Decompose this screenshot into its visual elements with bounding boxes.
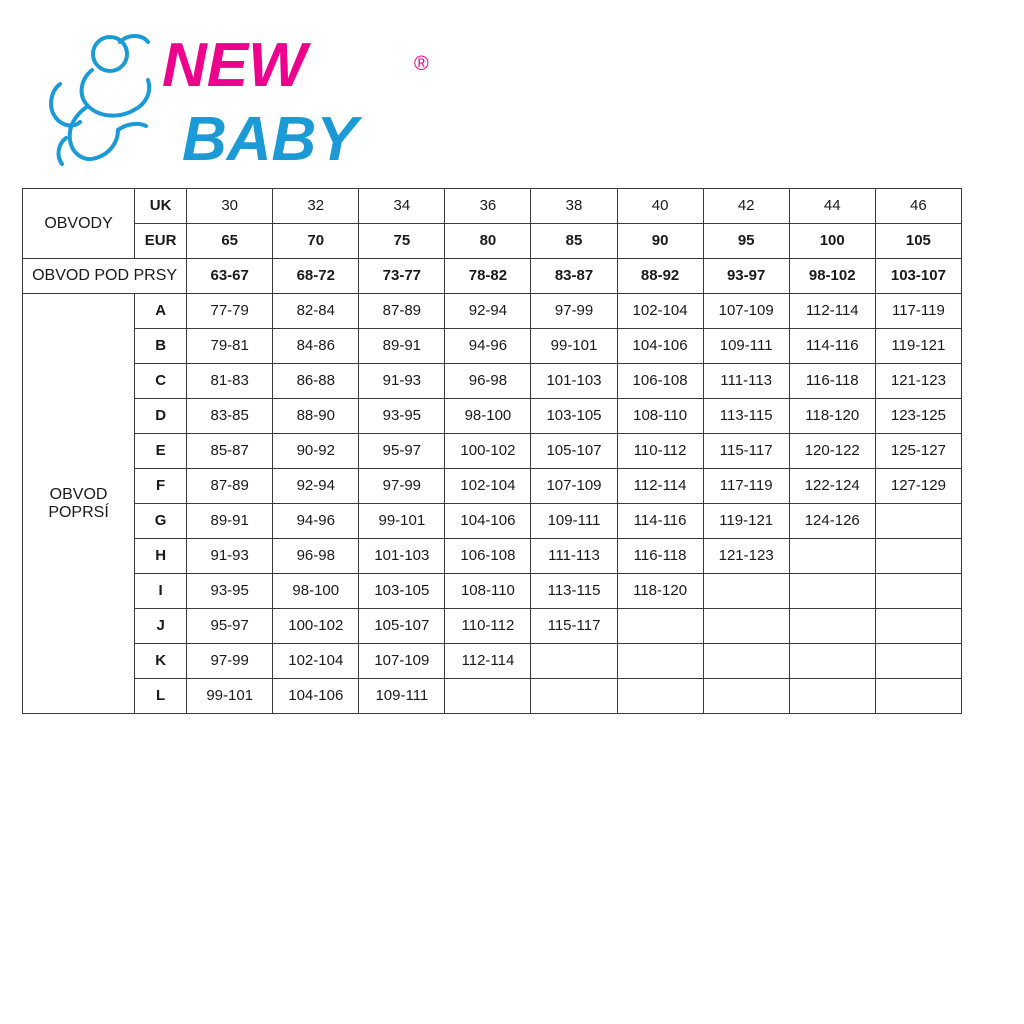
bust-value-H-5: 116-118: [617, 539, 703, 574]
bust-value-G-6: 119-121: [703, 504, 789, 539]
bust-value-F-6: 117-119: [703, 469, 789, 504]
cell-empty: [875, 574, 961, 609]
uk-size-2: 34: [359, 189, 445, 224]
bust-value-G-7: 124-126: [789, 504, 875, 539]
cup-letter-H: H: [135, 539, 187, 574]
uk-size-1: 32: [273, 189, 359, 224]
eur-size-7: 100: [789, 224, 875, 259]
bust-value-E-2: 95-97: [359, 434, 445, 469]
baby-icon: [51, 36, 149, 164]
bust-value-B-1: 84-86: [273, 329, 359, 364]
bust-value-F-4: 107-109: [531, 469, 617, 504]
table-row-eur: [23, 224, 962, 259]
bust-value-B-3: 94-96: [445, 329, 531, 364]
bust-value-C-6: 111-113: [703, 364, 789, 399]
bust-value-D-4: 103-105: [531, 399, 617, 434]
bust-value-C-3: 96-98: [445, 364, 531, 399]
table-row-cup-C: [23, 364, 962, 399]
bust-value-B-0: 79-81: [187, 329, 273, 364]
bust-value-A-4: 97-99: [531, 294, 617, 329]
bust-value-H-4: 111-113: [531, 539, 617, 574]
bust-value-B-8: 119-121: [875, 329, 961, 364]
eur-size-0: 65: [187, 224, 273, 259]
cup-letter-I: I: [135, 574, 187, 609]
bust-value-A-2: 87-89: [359, 294, 445, 329]
bust-value-K-0: 97-99: [187, 644, 273, 679]
bust-value-K-3: 112-114: [445, 644, 531, 679]
bust-value-J-2: 105-107: [359, 609, 445, 644]
bust-value-G-4: 109-111: [531, 504, 617, 539]
cup-letter-L: L: [135, 679, 187, 714]
bust-value-E-1: 90-92: [273, 434, 359, 469]
table-row-cup-J: [23, 609, 962, 644]
table-row-cup-E: [23, 434, 962, 469]
eur-size-5: 90: [617, 224, 703, 259]
cell-empty: [789, 539, 875, 574]
bust-value-A-0: 77-79: [187, 294, 273, 329]
bust-value-D-2: 93-95: [359, 399, 445, 434]
bust-value-D-7: 118-120: [789, 399, 875, 434]
bust-value-J-0: 95-97: [187, 609, 273, 644]
bust-value-E-6: 115-117: [703, 434, 789, 469]
bust-value-K-1: 102-104: [273, 644, 359, 679]
bust-value-L-0: 99-101: [187, 679, 273, 714]
bust-value-F-1: 92-94: [273, 469, 359, 504]
cup-letter-C: C: [135, 364, 187, 399]
underbust-value-8: 103-107: [875, 259, 961, 294]
label-underbust: OBVOD POD PRSY: [23, 259, 187, 294]
table-row-cup-F: [23, 469, 962, 504]
bust-value-I-0: 93-95: [187, 574, 273, 609]
bust-value-C-2: 91-93: [359, 364, 445, 399]
eur-size-6: 95: [703, 224, 789, 259]
bust-value-C-7: 116-118: [789, 364, 875, 399]
bust-value-C-0: 81-83: [187, 364, 273, 399]
underbust-value-1: 68-72: [273, 259, 359, 294]
table-row-cup-B: [23, 329, 962, 364]
uk-size-5: 40: [617, 189, 703, 224]
cell-empty: [531, 644, 617, 679]
bust-value-C-1: 86-88: [273, 364, 359, 399]
cup-letter-F: F: [135, 469, 187, 504]
bust-value-H-0: 91-93: [187, 539, 273, 574]
cell-empty: [789, 679, 875, 714]
cup-letter-G: G: [135, 504, 187, 539]
bust-value-I-2: 103-105: [359, 574, 445, 609]
cell-empty: [875, 679, 961, 714]
logo-word-baby: BABY: [182, 105, 358, 172]
logo-registered-mark: ®: [414, 53, 429, 75]
bust-value-D-5: 108-110: [617, 399, 703, 434]
cell-empty: [703, 679, 789, 714]
bust-value-G-0: 89-91: [187, 504, 273, 539]
bust-value-A-3: 92-94: [445, 294, 531, 329]
underbust-value-6: 93-97: [703, 259, 789, 294]
cell-empty: [445, 679, 531, 714]
bust-value-D-1: 88-90: [273, 399, 359, 434]
bust-value-F-7: 122-124: [789, 469, 875, 504]
bust-value-I-4: 113-115: [531, 574, 617, 609]
bust-value-J-1: 100-102: [273, 609, 359, 644]
table-row-uk: [23, 189, 962, 224]
bust-value-D-6: 113-115: [703, 399, 789, 434]
eur-size-1: 70: [273, 224, 359, 259]
bust-value-H-1: 96-98: [273, 539, 359, 574]
eur-size-8: 105: [875, 224, 961, 259]
uk-size-0: 30: [187, 189, 273, 224]
table-row-underbust: [23, 259, 962, 294]
bust-value-C-4: 101-103: [531, 364, 617, 399]
bust-value-L-1: 104-106: [273, 679, 359, 714]
table-row-cup-I: [23, 574, 962, 609]
bust-value-F-8: 127-129: [875, 469, 961, 504]
eur-size-3: 80: [445, 224, 531, 259]
cup-letter-A: A: [135, 294, 187, 329]
table-row-cup-H: [23, 539, 962, 574]
bust-value-A-7: 112-114: [789, 294, 875, 329]
underbust-value-4: 83-87: [531, 259, 617, 294]
bust-value-H-3: 106-108: [445, 539, 531, 574]
underbust-value-3: 78-82: [445, 259, 531, 294]
bust-value-B-6: 109-111: [703, 329, 789, 364]
cell-empty: [703, 574, 789, 609]
cell-empty: [617, 644, 703, 679]
cell-empty: [789, 609, 875, 644]
size-chart: [22, 188, 962, 714]
underbust-value-5: 88-92: [617, 259, 703, 294]
bust-value-I-1: 98-100: [273, 574, 359, 609]
cell-empty: [789, 644, 875, 679]
unit-uk: UK: [135, 189, 187, 224]
bust-value-B-5: 104-106: [617, 329, 703, 364]
cell-empty: [617, 679, 703, 714]
uk-size-7: 44: [789, 189, 875, 224]
bust-value-H-6: 121-123: [703, 539, 789, 574]
new-baby-logo: [22, 22, 442, 172]
bust-value-G-5: 114-116: [617, 504, 703, 539]
uk-size-3: 36: [445, 189, 531, 224]
bust-value-F-2: 97-99: [359, 469, 445, 504]
uk-size-6: 42: [703, 189, 789, 224]
underbust-value-0: 63-67: [187, 259, 273, 294]
label-bust: OBVOD POPRSÍ: [23, 294, 135, 714]
bust-value-E-4: 105-107: [531, 434, 617, 469]
cup-letter-E: E: [135, 434, 187, 469]
bust-value-C-8: 121-123: [875, 364, 961, 399]
table-row-cup-L: [23, 679, 962, 714]
bust-value-D-0: 83-85: [187, 399, 273, 434]
cell-empty: [703, 644, 789, 679]
bust-value-A-5: 102-104: [617, 294, 703, 329]
table-row-cup-A: [23, 294, 962, 329]
bust-value-C-5: 106-108: [617, 364, 703, 399]
cup-letter-B: B: [135, 329, 187, 364]
bust-value-E-0: 85-87: [187, 434, 273, 469]
bust-value-E-8: 125-127: [875, 434, 961, 469]
cup-letter-D: D: [135, 399, 187, 434]
logo-word-new: NEW: [162, 31, 307, 100]
cell-empty: [789, 574, 875, 609]
bust-value-L-2: 109-111: [359, 679, 445, 714]
bust-value-G-2: 99-101: [359, 504, 445, 539]
bust-value-J-3: 110-112: [445, 609, 531, 644]
bust-value-K-2: 107-109: [359, 644, 445, 679]
eur-size-4: 85: [531, 224, 617, 259]
cell-empty: [875, 609, 961, 644]
cell-empty: [617, 609, 703, 644]
bust-value-F-3: 102-104: [445, 469, 531, 504]
cell-empty: [875, 504, 961, 539]
bust-value-A-8: 117-119: [875, 294, 961, 329]
bust-value-A-1: 82-84: [273, 294, 359, 329]
label-circumference: OBVODY: [23, 189, 135, 259]
bust-value-G-1: 94-96: [273, 504, 359, 539]
bust-value-A-6: 107-109: [703, 294, 789, 329]
underbust-value-7: 98-102: [789, 259, 875, 294]
size-table: [22, 188, 962, 714]
bust-value-E-7: 120-122: [789, 434, 875, 469]
bust-value-D-3: 98-100: [445, 399, 531, 434]
cell-empty: [875, 644, 961, 679]
bust-value-G-3: 104-106: [445, 504, 531, 539]
cup-letter-K: K: [135, 644, 187, 679]
eur-size-2: 75: [359, 224, 445, 259]
bust-value-F-5: 112-114: [617, 469, 703, 504]
cell-empty: [875, 539, 961, 574]
bust-value-B-4: 99-101: [531, 329, 617, 364]
bust-value-D-8: 123-125: [875, 399, 961, 434]
bust-value-E-3: 100-102: [445, 434, 531, 469]
bust-value-E-5: 110-112: [617, 434, 703, 469]
table-row-cup-K: [23, 644, 962, 679]
bust-value-H-2: 101-103: [359, 539, 445, 574]
bust-value-I-5: 118-120: [617, 574, 703, 609]
bust-value-B-7: 114-116: [789, 329, 875, 364]
underbust-value-2: 73-77: [359, 259, 445, 294]
cell-empty: [703, 609, 789, 644]
bust-value-J-4: 115-117: [531, 609, 617, 644]
cell-empty: [531, 679, 617, 714]
unit-eur: EUR: [135, 224, 187, 259]
bust-value-I-3: 108-110: [445, 574, 531, 609]
cup-letter-J: J: [135, 609, 187, 644]
uk-size-8: 46: [875, 189, 961, 224]
table-row-cup-G: [23, 504, 962, 539]
table-row-cup-D: [23, 399, 962, 434]
uk-size-4: 38: [531, 189, 617, 224]
bust-value-F-0: 87-89: [187, 469, 273, 504]
bust-value-B-2: 89-91: [359, 329, 445, 364]
